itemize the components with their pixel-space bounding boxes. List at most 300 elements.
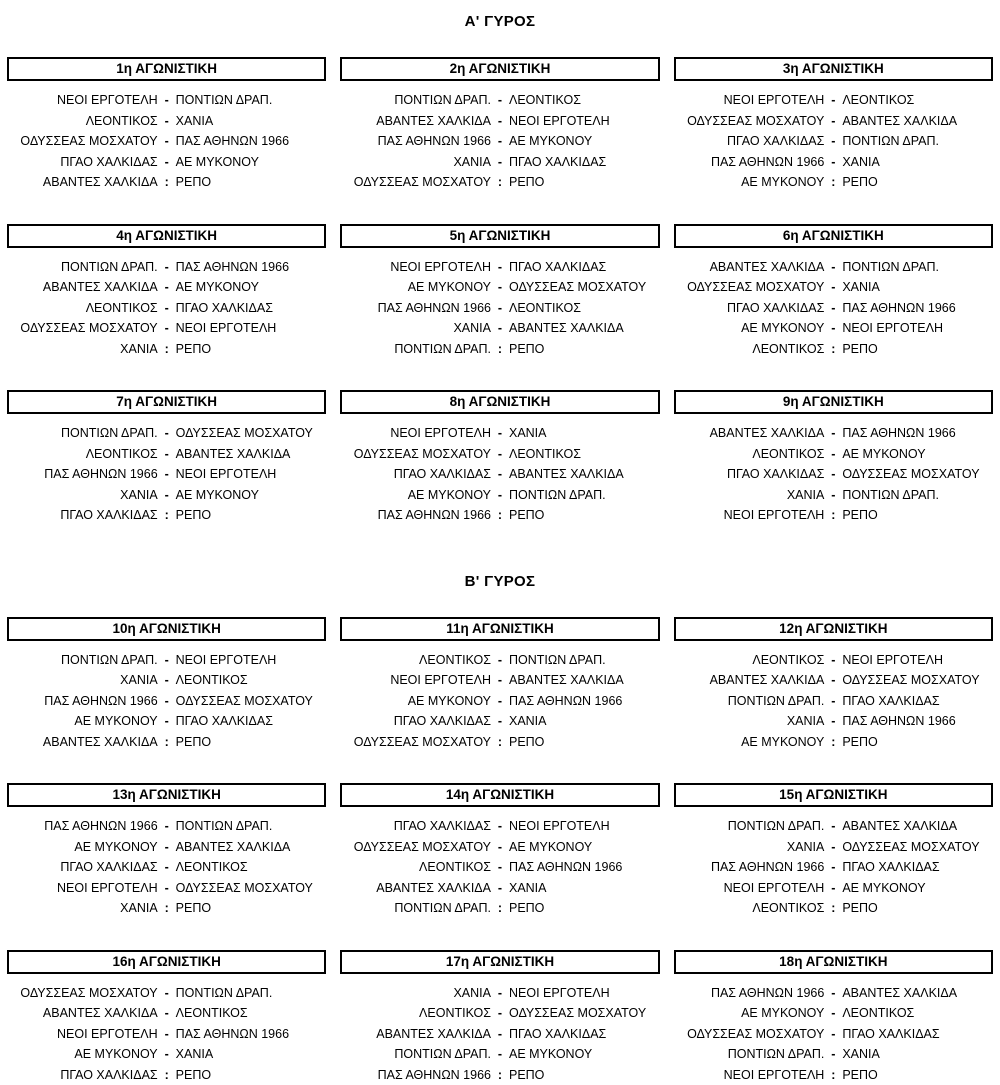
home-team: ΑΒΑΝΤΕΣ ΧΑΛΚΙΔΑ [7, 1003, 158, 1024]
fixture-list [340, 414, 659, 526]
home-team: ΑΕ ΜΥΚΟΝΟΥ [340, 691, 491, 712]
away-team: ΛΕΟΝΤΙΚΟΣ [842, 1003, 993, 1024]
matchday-header: 18η ΑΓΩΝΙΣΤΙΚΗ [674, 950, 993, 974]
fixture-row [7, 111, 326, 132]
fixture-separator: - [158, 857, 176, 878]
home-team: ΠΑΣ ΑΘΗΝΩΝ 1966 [7, 816, 158, 837]
matchday-header: 12η ΑΓΩΝΙΣΤΙΚΗ [674, 617, 993, 641]
fixture-list [674, 81, 993, 193]
fixture-separator: - [491, 90, 509, 111]
away-team: ΠΟΝΤΙΩΝ ΔΡΑΠ. [842, 131, 993, 152]
fixture-row [674, 298, 993, 319]
fixture-separator: : [491, 732, 509, 753]
home-team: ΟΔΥΣΣΕΑΣ ΜΟΣΧΑΤΟΥ [7, 318, 158, 339]
fixture-separator: : [491, 505, 509, 526]
fixture-separator: - [491, 878, 509, 899]
fixture-row [340, 318, 659, 339]
fixture-separator: - [158, 691, 176, 712]
away-team: ΠΟΝΤΙΩΝ ΔΡΑΠ. [176, 816, 327, 837]
home-team: ΠΓΑΟ ΧΑΛΚΙΔΑΣ [7, 505, 158, 526]
away-team: ΡΕΠΟ [842, 339, 993, 360]
fixture-separator: - [824, 857, 842, 878]
matchday-box [7, 950, 326, 1085]
home-team: ΠΟΝΤΙΩΝ ΔΡΑΠ. [340, 339, 491, 360]
fixture-row [7, 983, 326, 1004]
fixture-separator: - [824, 298, 842, 319]
home-team: ΧΑΝΙΑ [674, 837, 825, 858]
home-team: ΑΒΑΝΤΕΣ ΧΑΛΚΙΔΑ [674, 423, 825, 444]
matchday-header: 15η ΑΓΩΝΙΣΤΙΚΗ [674, 783, 993, 807]
home-team: ΠΑΣ ΑΘΗΝΩΝ 1966 [674, 857, 825, 878]
home-team: ΠΓΑΟ ΧΑΛΚΙΔΑΣ [674, 298, 825, 319]
fixture-row [7, 732, 326, 753]
home-team: ΟΔΥΣΣΕΑΣ ΜΟΣΧΑΤΟΥ [340, 837, 491, 858]
away-team: ΟΔΥΣΣΕΑΣ ΜΟΣΧΑΤΟΥ [509, 277, 660, 298]
fixture-separator: - [824, 650, 842, 671]
fixture-row [7, 90, 326, 111]
fixture-row [7, 339, 326, 360]
matchday-box [7, 224, 326, 360]
home-team: ΠΟΝΤΙΩΝ ΔΡΑΠ. [7, 257, 158, 278]
home-team: ΟΔΥΣΣΕΑΣ ΜΟΣΧΑΤΟΥ [340, 732, 491, 753]
away-team: ΟΔΥΣΣΕΑΣ ΜΟΣΧΑΤΟΥ [509, 1003, 660, 1024]
matchday-header: 10η ΑΓΩΝΙΣΤΙΚΗ [7, 617, 326, 641]
home-team: ΝΕΟΙ ΕΡΓΟΤΕΛΗ [7, 90, 158, 111]
away-team: ΡΕΠΟ [509, 505, 660, 526]
fixture-separator: - [824, 1044, 842, 1065]
fixture-separator: - [491, 837, 509, 858]
home-team: ΠΑΣ ΑΘΗΝΩΝ 1966 [340, 298, 491, 319]
fixture-separator: - [491, 152, 509, 173]
fixture-row [7, 898, 326, 919]
away-team: ΠΟΝΤΙΩΝ ΔΡΑΠ. [176, 90, 327, 111]
home-team: ΑΒΑΝΤΕΣ ΧΑΛΚΙΔΑ [340, 878, 491, 899]
home-team: ΛΕΟΝΤΙΚΟΣ [7, 111, 158, 132]
home-team: ΑΕ ΜΥΚΟΝΟΥ [674, 732, 825, 753]
matchday-grid [7, 57, 993, 526]
home-team: ΠΑΣ ΑΘΗΝΩΝ 1966 [7, 691, 158, 712]
home-team: ΑΕ ΜΥΚΟΝΟΥ [340, 485, 491, 506]
fixture-row [7, 670, 326, 691]
fixture-row [340, 670, 659, 691]
fixture-separator: - [158, 298, 176, 319]
fixture-row [674, 1024, 993, 1045]
home-team: ΑΕ ΜΥΚΟΝΟΥ [7, 837, 158, 858]
home-team: ΧΑΝΙΑ [7, 670, 158, 691]
matchday-header: 1η ΑΓΩΝΙΣΤΙΚΗ [7, 57, 326, 81]
fixture-separator: - [158, 816, 176, 837]
home-team: ΧΑΝΙΑ [340, 152, 491, 173]
matchday-header: 14η ΑΓΩΝΙΣΤΙΚΗ [340, 783, 659, 807]
fixture-row [7, 444, 326, 465]
home-team: ΛΕΟΝΤΙΚΟΣ [7, 444, 158, 465]
fixture-row [340, 837, 659, 858]
fixture-row [340, 444, 659, 465]
round-title: Β' ΓΥΡΟΣ [7, 526, 993, 590]
fixture-separator: - [158, 485, 176, 506]
fixture-separator: : [158, 339, 176, 360]
away-team: ΑΒΑΝΤΕΣ ΧΑΛΚΙΔΑ [842, 816, 993, 837]
away-team: ΑΕ ΜΥΚΟΝΟΥ [509, 131, 660, 152]
matchday-box [674, 617, 993, 753]
fixture-separator: - [824, 816, 842, 837]
home-team: ΑΒΑΝΤΕΣ ΧΑΛΚΙΔΑ [674, 257, 825, 278]
away-team: ΝΕΟΙ ΕΡΓΟΤΕΛΗ [509, 816, 660, 837]
fixture-row [674, 318, 993, 339]
matchday-box [674, 57, 993, 193]
fixture-separator: : [158, 505, 176, 526]
fixture-row [7, 423, 326, 444]
home-team: ΠΑΣ ΑΘΗΝΩΝ 1966 [340, 505, 491, 526]
home-team: ΧΑΝΙΑ [7, 339, 158, 360]
home-team: ΟΔΥΣΣΕΑΣ ΜΟΣΧΑΤΟΥ [340, 172, 491, 193]
fixture-separator: : [158, 1065, 176, 1085]
home-team: ΠΟΝΤΙΩΝ ΔΡΑΠ. [340, 898, 491, 919]
home-team: ΑΕ ΜΥΚΟΝΟΥ [674, 172, 825, 193]
fixture-row [340, 1003, 659, 1024]
fixture-list [340, 807, 659, 919]
home-team: ΝΕΟΙ ΕΡΓΟΤΕΛΗ [674, 505, 825, 526]
away-team: ΡΕΠΟ [842, 732, 993, 753]
fixture-separator: - [824, 711, 842, 732]
fixture-row [340, 111, 659, 132]
away-team: ΧΑΝΙΑ [509, 423, 660, 444]
fixture-separator: - [824, 485, 842, 506]
fixture-row [7, 711, 326, 732]
fixture-row [340, 650, 659, 671]
fixture-list [340, 248, 659, 360]
home-team: ΠΓΑΟ ΧΑΛΚΙΔΑΣ [340, 464, 491, 485]
fixture-separator: - [491, 816, 509, 837]
away-team: ΧΑΝΙΑ [842, 277, 993, 298]
fixture-row [340, 711, 659, 732]
matchday-box [340, 57, 659, 193]
fixture-separator: - [491, 257, 509, 278]
fixture-row [7, 837, 326, 858]
away-team: ΠΟΝΤΙΩΝ ΔΡΑΠ. [509, 650, 660, 671]
round-section [7, 526, 993, 1085]
fixture-row [674, 423, 993, 444]
fixture-list [7, 248, 326, 360]
away-team: ΛΕΟΝΤΙΚΟΣ [509, 298, 660, 319]
home-team: ΟΔΥΣΣΕΑΣ ΜΟΣΧΑΤΟΥ [674, 111, 825, 132]
away-team: ΠΑΣ ΑΘΗΝΩΝ 1966 [842, 423, 993, 444]
home-team: ΟΔΥΣΣΕΑΣ ΜΟΣΧΑΤΟΥ [340, 444, 491, 465]
away-team: ΠΑΣ ΑΘΗΝΩΝ 1966 [842, 711, 993, 732]
matchday-header: 5η ΑΓΩΝΙΣΤΙΚΗ [340, 224, 659, 248]
fixture-separator: - [158, 837, 176, 858]
fixture-row [674, 505, 993, 526]
fixture-separator: - [158, 650, 176, 671]
fixture-separator: - [158, 670, 176, 691]
away-team: ΛΕΟΝΤΙΚΟΣ [176, 857, 327, 878]
away-team: ΝΕΟΙ ΕΡΓΟΤΕΛΗ [509, 983, 660, 1004]
away-team: ΑΕ ΜΥΚΟΝΟΥ [509, 837, 660, 858]
fixture-separator: - [158, 1024, 176, 1045]
home-team: ΛΕΟΝΤΙΚΟΣ [340, 1003, 491, 1024]
home-team: ΠΓΑΟ ΧΑΛΚΙΔΑΣ [674, 131, 825, 152]
fixture-separator: - [491, 983, 509, 1004]
away-team: ΝΕΟΙ ΕΡΓΟΤΕΛΗ [842, 318, 993, 339]
fixture-list [7, 414, 326, 526]
fixture-separator: - [491, 485, 509, 506]
home-team: ΠΓΑΟ ΧΑΛΚΙΔΑΣ [7, 1065, 158, 1085]
fixture-row [340, 172, 659, 193]
fixture-separator: : [824, 898, 842, 919]
away-team: ΑΒΑΝΤΕΣ ΧΑΛΚΙΔΑ [509, 670, 660, 691]
home-team: ΠΓΑΟ ΧΑΛΚΙΔΑΣ [340, 711, 491, 732]
fixture-separator: - [824, 131, 842, 152]
away-team: ΑΕ ΜΥΚΟΝΟΥ [509, 1044, 660, 1065]
fixture-row [674, 983, 993, 1004]
home-team: ΛΕΟΝΤΙΚΟΣ [340, 650, 491, 671]
away-team: ΠΓΑΟ ΧΑΛΚΙΔΑΣ [842, 691, 993, 712]
fixture-separator: : [158, 898, 176, 919]
home-team: ΠΟΝΤΙΩΝ ΔΡΑΠ. [674, 816, 825, 837]
matchday-grid [7, 617, 993, 1085]
fixture-separator: - [824, 983, 842, 1004]
away-team: ΠΟΝΤΙΩΝ ΔΡΑΠ. [509, 485, 660, 506]
matchday-header: 13η ΑΓΩΝΙΣΤΙΚΗ [7, 783, 326, 807]
fixture-row [674, 131, 993, 152]
fixture-row [674, 277, 993, 298]
fixture-row [674, 878, 993, 899]
home-team: ΑΕ ΜΥΚΟΝΟΥ [7, 711, 158, 732]
home-team: ΑΒΑΝΤΕΣ ΧΑΛΚΙΔΑ [7, 732, 158, 753]
away-team: ΡΕΠΟ [509, 898, 660, 919]
fixture-separator: - [158, 878, 176, 899]
home-team: ΑΒΑΝΤΕΣ ΧΑΛΚΙΔΑ [674, 670, 825, 691]
home-team: ΠΟΝΤΙΩΝ ΔΡΑΠ. [674, 691, 825, 712]
away-team: ΟΔΥΣΣΕΑΣ ΜΟΣΧΑΤΟΥ [176, 878, 327, 899]
fixture-row [340, 152, 659, 173]
away-team: ΟΔΥΣΣΕΑΣ ΜΟΣΧΑΤΟΥ [176, 423, 327, 444]
away-team: ΛΕΟΝΤΙΚΟΣ [509, 90, 660, 111]
away-team: ΑΕ ΜΥΚΟΝΟΥ [176, 485, 327, 506]
away-team: ΡΕΠΟ [176, 898, 327, 919]
fixture-list [340, 974, 659, 1085]
home-team: ΛΕΟΝΤΙΚΟΣ [7, 298, 158, 319]
fixture-separator: - [824, 464, 842, 485]
fixture-row [7, 257, 326, 278]
fixture-separator: - [491, 650, 509, 671]
fixture-row [674, 691, 993, 712]
fixture-row [674, 1065, 993, 1085]
fixture-separator: - [158, 711, 176, 732]
away-team: ΝΕΟΙ ΕΡΓΟΤΕΛΗ [509, 111, 660, 132]
fixture-row [7, 1003, 326, 1024]
away-team: ΡΕΠΟ [842, 172, 993, 193]
home-team: ΠΓΑΟ ΧΑΛΚΙΔΑΣ [7, 857, 158, 878]
away-team: ΟΔΥΣΣΕΑΣ ΜΟΣΧΑΤΟΥ [176, 691, 327, 712]
fixture-row [340, 1024, 659, 1045]
home-team: ΑΕ ΜΥΚΟΝΟΥ [340, 277, 491, 298]
fixture-separator: - [158, 111, 176, 132]
home-team: ΧΑΝΙΑ [674, 711, 825, 732]
home-team: ΧΑΝΙΑ [7, 485, 158, 506]
fixture-row [340, 816, 659, 837]
fixture-row [340, 505, 659, 526]
away-team: ΠΟΝΤΙΩΝ ΔΡΑΠ. [842, 485, 993, 506]
matchday-header: 3η ΑΓΩΝΙΣΤΙΚΗ [674, 57, 993, 81]
fixture-row [7, 505, 326, 526]
fixture-row [674, 90, 993, 111]
home-team: ΟΔΥΣΣΕΑΣ ΜΟΣΧΑΤΟΥ [674, 277, 825, 298]
fixture-row [340, 691, 659, 712]
away-team: ΠΓΑΟ ΧΑΛΚΙΔΑΣ [176, 298, 327, 319]
fixture-row [7, 857, 326, 878]
away-team: ΑΒΑΝΤΕΣ ΧΑΛΚΙΔΑ [842, 983, 993, 1004]
home-team: ΝΕΟΙ ΕΡΓΟΤΕΛΗ [340, 257, 491, 278]
fixture-row [340, 90, 659, 111]
away-team: ΠΟΝΤΙΩΝ ΔΡΑΠ. [842, 257, 993, 278]
away-team: ΝΕΟΙ ΕΡΓΟΤΕΛΗ [176, 464, 327, 485]
fixture-separator: - [491, 711, 509, 732]
matchday-header: 6η ΑΓΩΝΙΣΤΙΚΗ [674, 224, 993, 248]
away-team: ΧΑΝΙΑ [842, 1044, 993, 1065]
fixture-row [340, 898, 659, 919]
away-team: ΛΕΟΝΤΙΚΟΣ [842, 90, 993, 111]
fixture-list [7, 81, 326, 193]
away-team: ΡΕΠΟ [176, 732, 327, 753]
home-team: ΧΑΝΙΑ [340, 983, 491, 1004]
home-team: ΛΕΟΝΤΙΚΟΣ [674, 339, 825, 360]
fixture-separator: : [824, 505, 842, 526]
away-team: ΟΔΥΣΣΕΑΣ ΜΟΣΧΑΤΟΥ [842, 670, 993, 691]
home-team: ΑΕ ΜΥΚΟΝΟΥ [674, 1003, 825, 1024]
home-team: ΝΕΟΙ ΕΡΓΟΤΕΛΗ [340, 670, 491, 691]
home-team: ΝΕΟΙ ΕΡΓΟΤΕΛΗ [7, 878, 158, 899]
fixture-separator: - [491, 464, 509, 485]
fixture-separator: - [824, 111, 842, 132]
away-team: ΟΔΥΣΣΕΑΣ ΜΟΣΧΑΤΟΥ [842, 837, 993, 858]
home-team: ΟΔΥΣΣΕΑΣ ΜΟΣΧΑΤΟΥ [7, 983, 158, 1004]
home-team: ΝΕΟΙ ΕΡΓΟΤΕΛΗ [340, 423, 491, 444]
home-team: ΝΕΟΙ ΕΡΓΟΤΕΛΗ [674, 878, 825, 899]
fixture-row [674, 837, 993, 858]
fixture-separator: - [491, 857, 509, 878]
fixture-row [674, 898, 993, 919]
home-team: ΠΟΝΤΙΩΝ ΔΡΑΠ. [7, 423, 158, 444]
away-team: ΡΕΠΟ [176, 339, 327, 360]
away-team: ΡΕΠΟ [509, 339, 660, 360]
fixture-row [340, 485, 659, 506]
away-team: ΡΕΠΟ [176, 172, 327, 193]
fixture-list [674, 641, 993, 753]
fixture-row [7, 650, 326, 671]
fixture-row [7, 464, 326, 485]
fixture-separator: - [824, 878, 842, 899]
round-section [7, 0, 993, 526]
fixture-separator: - [824, 318, 842, 339]
away-team: ΑΕ ΜΥΚΟΝΟΥ [176, 152, 327, 173]
fixture-separator: - [824, 277, 842, 298]
fixture-row [340, 983, 659, 1004]
away-team: ΑΒΑΝΤΕΣ ΧΑΛΚΙΔΑ [509, 464, 660, 485]
fixture-list [340, 641, 659, 753]
away-team: ΑΕ ΜΥΚΟΝΟΥ [842, 878, 993, 899]
home-team: ΝΕΟΙ ΕΡΓΟΤΕΛΗ [674, 90, 825, 111]
fixture-separator: - [491, 670, 509, 691]
fixture-row [340, 464, 659, 485]
matchday-box [674, 224, 993, 360]
home-team: ΧΑΝΙΑ [674, 485, 825, 506]
away-team: ΡΕΠΟ [842, 1065, 993, 1085]
home-team: ΠΑΣ ΑΘΗΝΩΝ 1966 [674, 152, 825, 173]
matchday-header: 7η ΑΓΩΝΙΣΤΙΚΗ [7, 390, 326, 414]
fixture-row [7, 1044, 326, 1065]
away-team: ΑΕ ΜΥΚΟΝΟΥ [842, 444, 993, 465]
fixture-row [340, 878, 659, 899]
fixture-row [340, 131, 659, 152]
home-team: ΟΔΥΣΣΕΑΣ ΜΟΣΧΑΤΟΥ [7, 131, 158, 152]
fixture-separator: : [824, 339, 842, 360]
away-team: ΠΓΑΟ ΧΑΛΚΙΔΑΣ [842, 857, 993, 878]
fixture-separator: : [491, 1065, 509, 1085]
fixture-row [340, 423, 659, 444]
away-team: ΑΕ ΜΥΚΟΝΟΥ [176, 277, 327, 298]
fixture-separator: - [158, 152, 176, 173]
fixture-separator: - [824, 1024, 842, 1045]
fixture-separator: - [158, 257, 176, 278]
fixture-row [7, 816, 326, 837]
away-team: ΠΓΑΟ ΧΑΛΚΙΔΑΣ [509, 257, 660, 278]
away-team: ΡΕΠΟ [842, 505, 993, 526]
home-team: ΑΕ ΜΥΚΟΝΟΥ [7, 1044, 158, 1065]
away-team: ΧΑΝΙΑ [842, 152, 993, 173]
matchday-header: 9η ΑΓΩΝΙΣΤΙΚΗ [674, 390, 993, 414]
fixture-row [7, 152, 326, 173]
away-team: ΟΔΥΣΣΕΑΣ ΜΟΣΧΑΤΟΥ [842, 464, 993, 485]
home-team: ΠΓΑΟ ΧΑΛΚΙΔΑΣ [674, 464, 825, 485]
home-team: ΧΑΝΙΑ [340, 318, 491, 339]
matchday-box [674, 950, 993, 1085]
away-team: ΑΒΑΝΤΕΣ ΧΑΛΚΙΔΑ [842, 111, 993, 132]
fixture-separator: - [491, 1024, 509, 1045]
matchday-box [7, 617, 326, 753]
matchday-header: 2η ΑΓΩΝΙΣΤΙΚΗ [340, 57, 659, 81]
fixture-separator: - [158, 423, 176, 444]
fixture-separator: - [158, 983, 176, 1004]
fixture-row [7, 691, 326, 712]
home-team: ΑΒΑΝΤΕΣ ΧΑΛΚΙΔΑ [7, 277, 158, 298]
home-team: ΧΑΝΙΑ [7, 898, 158, 919]
fixture-row [7, 318, 326, 339]
away-team: ΠΑΣ ΑΘΗΝΩΝ 1966 [176, 1024, 327, 1045]
fixture-row [674, 1003, 993, 1024]
matchday-box [674, 783, 993, 919]
home-team: ΠΓΑΟ ΧΑΛΚΙΔΑΣ [7, 152, 158, 173]
fixture-row [7, 1024, 326, 1045]
home-team: ΛΕΟΝΤΙΚΟΣ [674, 444, 825, 465]
fixture-row [340, 732, 659, 753]
fixture-row [7, 277, 326, 298]
home-team: ΠΟΝΤΙΩΝ ΔΡΑΠ. [674, 1044, 825, 1065]
fixture-separator: - [158, 131, 176, 152]
away-team: ΠΑΣ ΑΘΗΝΩΝ 1966 [509, 691, 660, 712]
home-team: ΑΕ ΜΥΚΟΝΟΥ [674, 318, 825, 339]
fixture-row [674, 172, 993, 193]
round-title: Α' ΓΥΡΟΣ [7, 0, 993, 30]
away-team: ΠΓΑΟ ΧΑΛΚΙΔΑΣ [509, 1024, 660, 1045]
away-team: ΧΑΝΙΑ [176, 111, 327, 132]
matchday-box [340, 950, 659, 1085]
away-team: ΡΕΠΟ [509, 172, 660, 193]
home-team: ΟΔΥΣΣΕΑΣ ΜΟΣΧΑΤΟΥ [674, 1024, 825, 1045]
fixture-row [674, 485, 993, 506]
fixture-separator: : [824, 1065, 842, 1085]
matchday-header: 16η ΑΓΩΝΙΣΤΙΚΗ [7, 950, 326, 974]
